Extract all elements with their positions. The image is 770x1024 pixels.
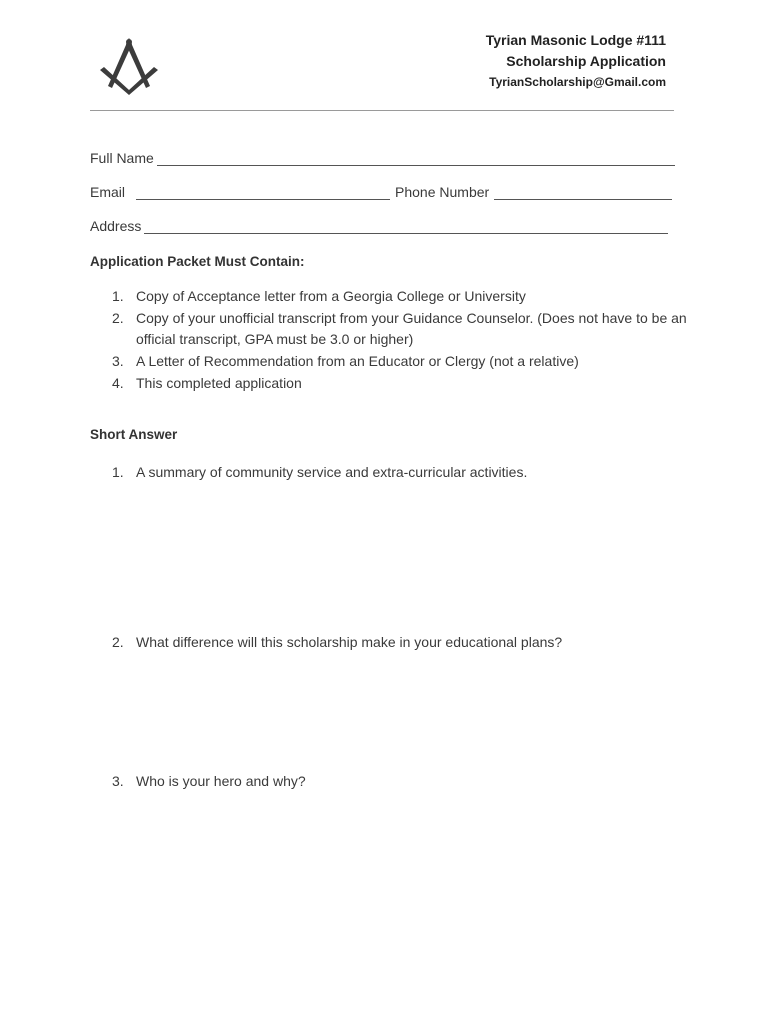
phone-number-field[interactable] <box>494 186 672 200</box>
list-item: 1. A summary of community service and extra-curricular activities. <box>112 464 528 480</box>
address-field[interactable] <box>144 220 668 234</box>
list-item: 2. What difference will this scholarship make in your educational plans? <box>112 634 563 650</box>
phone-number-label: Phone Number <box>395 184 490 200</box>
header-divider <box>90 110 674 111</box>
full-name-row <box>90 150 675 166</box>
email-label: Email <box>90 184 126 200</box>
square-and-compass-icon <box>98 36 160 96</box>
list-item: 1. Copy of Acceptance letter from a Georgia College or University <box>112 288 526 304</box>
full-name-label: Full Name <box>90 150 154 166</box>
packet-list <box>90 286 690 394</box>
address-row <box>90 218 668 234</box>
packet-heading: Application Packet Must Contain: <box>90 254 305 269</box>
short-answer-question-3 <box>90 771 690 792</box>
email-field[interactable] <box>136 186 390 200</box>
list-item: 3. Who is your hero and why? <box>112 773 306 789</box>
document-header <box>486 30 666 93</box>
short-answer-heading: Short Answer <box>90 427 178 442</box>
short-answer-question-2 <box>90 632 690 653</box>
list-item: 2. Copy of your unofficial transcript from your Guidance Counselor. (Does not have to be an official transcript, GPA must be 3.0 or higher) <box>112 310 687 347</box>
list-item: 4. This completed application <box>112 375 302 391</box>
email-phone-row <box>90 184 672 200</box>
document-title: Scholarship Application <box>506 53 666 69</box>
contact-email: TyrianScholarship@Gmail.com <box>489 75 666 89</box>
full-name-field[interactable] <box>157 152 675 166</box>
lodge-name: Tyrian Masonic Lodge #111 <box>485 32 666 48</box>
short-answer-question-1 <box>90 462 690 483</box>
address-label: Address <box>90 218 142 234</box>
list-item: 3. A Letter of Recommendation from an Educator or Clergy (not a relative) <box>112 353 579 369</box>
